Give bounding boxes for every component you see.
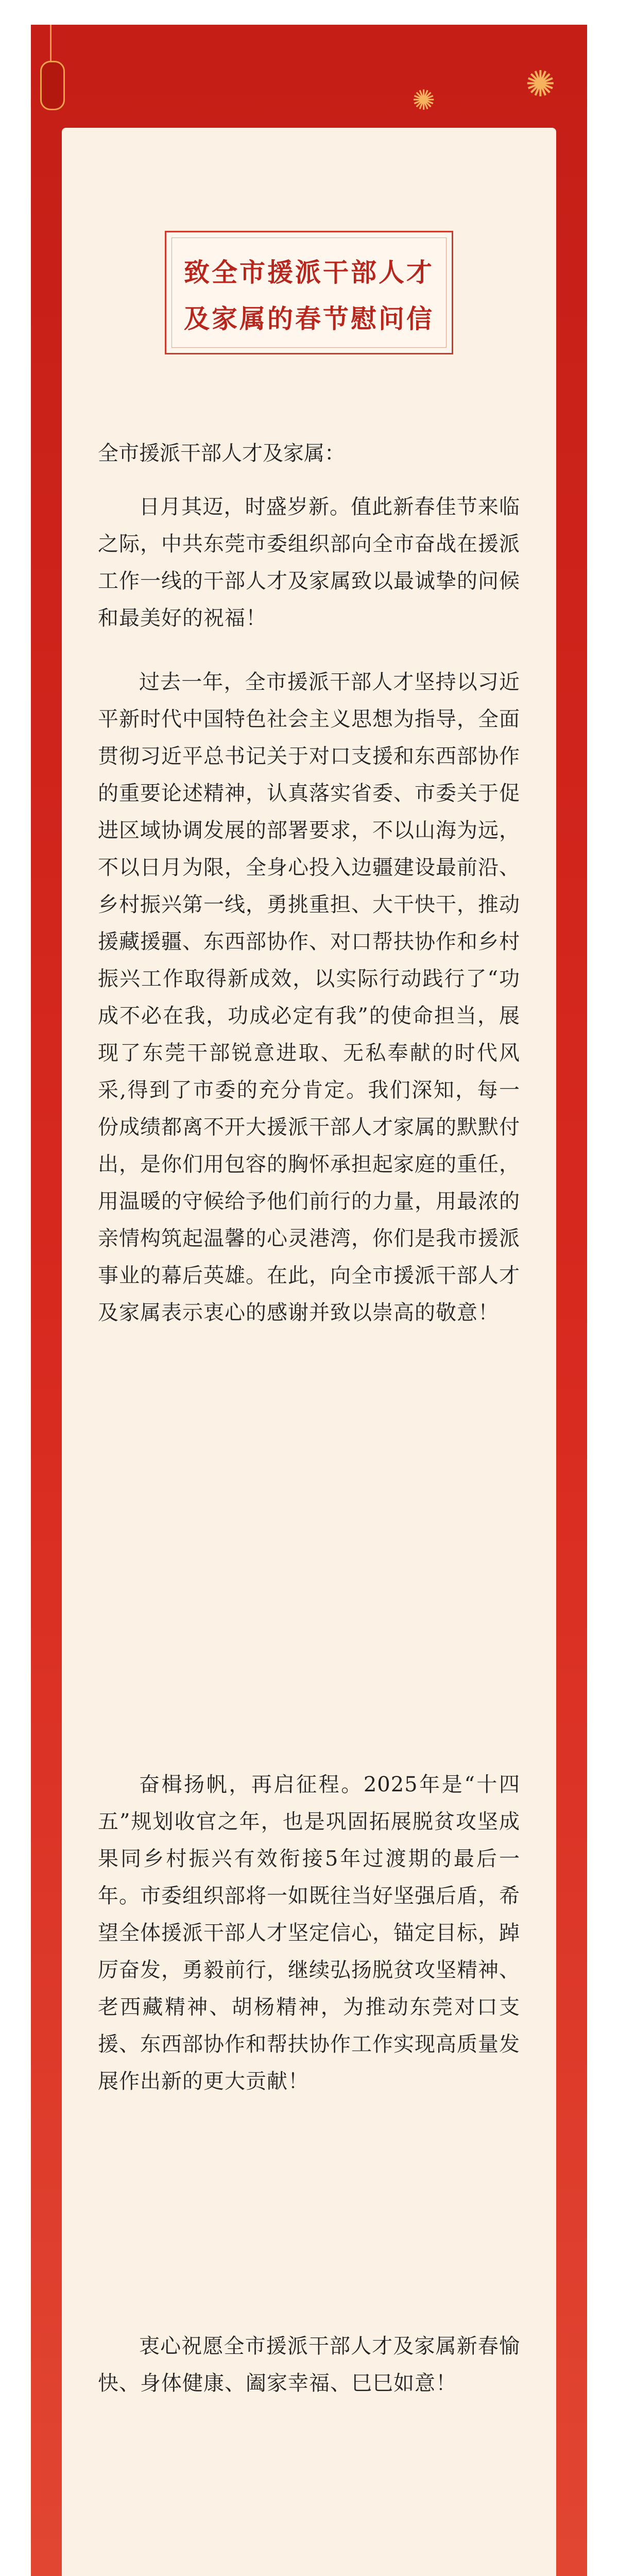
lantern-icon xyxy=(40,61,65,110)
firework-icon: ✺ xyxy=(525,63,556,105)
letter-title-line-2: 及家属的春节慰问信 xyxy=(184,303,434,334)
letter-card xyxy=(62,128,556,2576)
paragraph-4: 衷心祝愿全市援派干部人才及家属新春愉快、身体健康、阖家幸福、巳巳如意！ xyxy=(98,2334,520,2395)
lantern-string xyxy=(50,25,52,61)
letter-title-line-1: 致全市援派干部人才 xyxy=(184,257,434,287)
paragraph-1: 日月其迈，时盛岁新。值此新春佳节来临之际，中共东莞市委组织部向全市奋战在援派工作一线的干部人才及家属致以最诚挚的问候和最美好的祝福！ xyxy=(98,495,520,630)
paragraph-2: 过去一年，全市援派干部人才坚持以习近平新时代中国特色社会主义思想为指导，全面贯彻习近平总书记关于对口支援和东西部协作的重要论述精神，认真落实省委、市委关于促进区域协调发展的部署要求，不以山海为远，不以日月为限，全身心投入边疆建设最前沿、乡村振兴第一线，勇挑重担、大干快干，推动援藏援疆、东西部协作、对口帮扶协作和乡村振兴工作取得新成效，以实际行动践行了“功成不必在我，功成必定有我”的使命担当，展现了东莞干部锐意进取、无私奉献的时代风采,得到了市委的充分肯定。我们深知，每一份成绩都离不开大援派干部人才家属的默默付出，是你们用包容的胸怀承担起家庭的重任，用温暖的守候给予他们前行的力量，用最浓的亲情构筑起温馨的心灵港湾，你们是我市援派事业的幕后英雄。在此，向全市援派干部人才及家属表示衷心的感谢并致以崇高的敬意！ xyxy=(98,670,520,1325)
paragraph-3: 奋楫扬帆，再启征程。2025年是“十四五”规划收官之年，也是巩固拓展脱贫攻坚成果同乡村振兴有效衔接5年过渡期的最后一年。市委组织部将一如既往当好坚强后盾，希望全体援派干部人才坚定信心，锚定目标，踔厉奋发，勇毅前行，继续弘扬脱贫攻坚精神、老西藏精神、胡杨精神，为推动东莞对口支援、东西部协作和帮扶协作工作实现高质量发展作出新的更大贡献！ xyxy=(98,1773,520,2093)
salutation: 全市援派干部人才及家属： xyxy=(98,442,345,465)
title-frame xyxy=(165,231,453,354)
firework-icon: ✺ xyxy=(412,84,436,116)
letter-poster xyxy=(31,25,587,2576)
